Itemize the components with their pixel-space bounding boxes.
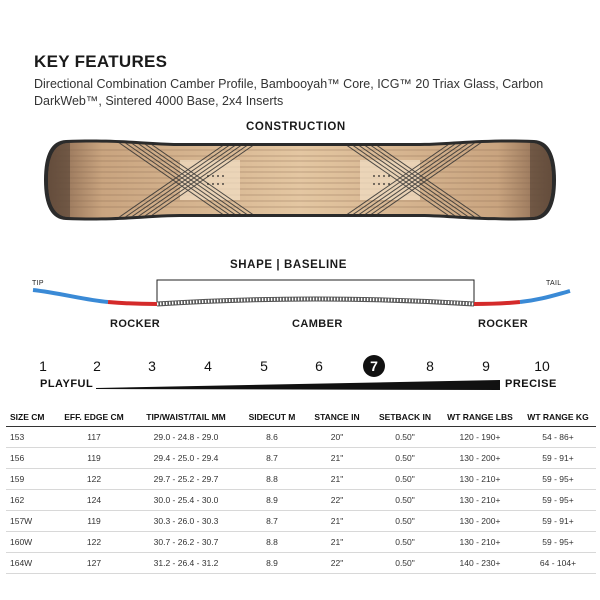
table-cell: 22" [304,490,370,511]
scale-number: 4 [204,358,212,374]
table-cell: 0.50" [370,490,440,511]
table-cell: 59 - 95+ [520,469,596,490]
tail-label: TAIL [546,280,562,287]
table-header-cell: SETBACK IN [370,408,440,427]
key-features-text: Directional Combination Camber Profile, Bambooyah™ Core, ICG™ 20 Triax Glass, Carbon DarkWeb™, Sintered 4000 Base, 2x4 Inserts [34,77,544,108]
table-cell: 54 - 86+ [520,427,596,448]
table-cell: 22" [304,553,370,574]
table-header-cell: TIP/WAIST/TAIL MM [132,408,240,427]
table-row [6,490,596,511]
table-row [6,532,596,553]
rocker-left-label: ROCKER [110,318,161,330]
table-header-cell: SIZE CM [6,408,56,427]
rocker-right-label: ROCKER [478,318,529,330]
key-features-title: KEY FEATURES [34,52,168,71]
shape-baseline-title: SHAPE | BASELINE [230,259,347,271]
scale-left-label: PLAYFUL [40,378,94,390]
table-cell: 160W [6,532,56,553]
table-row [6,427,596,448]
scale-number: 6 [315,358,323,374]
table-cell: 8.7 [240,511,304,532]
table-cell: 8.7 [240,448,304,469]
scale-wedge [96,380,500,390]
table-row [6,511,596,532]
table-cell: 20" [304,427,370,448]
table-cell: 157W [6,511,56,532]
table-cell: 130 - 200+ [440,511,520,532]
board-core [40,140,560,220]
scale-number-selected: 7 [370,358,378,374]
table-cell: 0.50" [370,553,440,574]
table-cell: 127 [56,553,132,574]
table-cell: 29.0 - 24.8 - 29.0 [132,427,240,448]
scale-number: 9 [482,358,490,374]
table-header-cell: WT RANGE KG [520,408,596,427]
table-cell: 8.8 [240,532,304,553]
table-cell: 117 [56,427,132,448]
table-header-row [6,408,596,427]
table-cell: 59 - 95+ [520,532,596,553]
scale-number: 5 [260,358,268,374]
scale-right-label: PRECISE [505,378,557,390]
scale-number: 8 [426,358,434,374]
table-cell: 0.50" [370,427,440,448]
table-cell: 130 - 200+ [440,448,520,469]
table-cell: 59 - 95+ [520,490,596,511]
table-cell: 0.50" [370,511,440,532]
table-cell: 120 - 190+ [440,427,520,448]
table-row [6,448,596,469]
scale-number: 1 [39,358,47,374]
scale-number: 2 [93,358,101,374]
table-header-cell: WT RANGE LBS [440,408,520,427]
table-cell: 140 - 230+ [440,553,520,574]
table-cell: 30.7 - 26.2 - 30.7 [132,532,240,553]
table-cell: 0.50" [370,532,440,553]
table-cell: 159 [6,469,56,490]
table-cell: 8.8 [240,469,304,490]
table-cell: 153 [6,427,56,448]
table-cell: 30.3 - 26.0 - 30.3 [132,511,240,532]
table-cell: 8.9 [240,490,304,511]
construction-title: CONSTRUCTION [246,121,346,133]
table-cell: 21" [304,448,370,469]
table-cell: 31.2 - 26.4 - 31.2 [132,553,240,574]
table-cell: 30.0 - 25.4 - 30.0 [132,490,240,511]
table-cell: 29.4 - 25.0 - 29.4 [132,448,240,469]
table-cell: 0.50" [370,469,440,490]
specs-table [6,408,596,574]
table-cell: 59 - 91+ [520,448,596,469]
table-cell: 130 - 210+ [440,469,520,490]
scale-number: 3 [148,358,156,374]
table-header-cell: SIDECUT M [240,408,304,427]
table-cell: 164W [6,553,56,574]
table-cell: 156 [6,448,56,469]
table-cell: 119 [56,448,132,469]
table-header-cell: STANCE IN [304,408,370,427]
baseline-profile [33,280,570,306]
scale-number: 10 [534,358,550,374]
table-cell: 21" [304,469,370,490]
table-cell: 162 [6,490,56,511]
table-row [6,553,596,574]
table-cell: 130 - 210+ [440,490,520,511]
table-cell: 130 - 210+ [440,532,520,553]
tip-label: TIP [32,280,44,287]
table-cell: 124 [56,490,132,511]
table-cell: 59 - 91+ [520,511,596,532]
table-cell: 21" [304,532,370,553]
table-cell: 8.9 [240,553,304,574]
table-cell: 119 [56,511,132,532]
table-cell: 122 [56,469,132,490]
table-row [6,469,596,490]
table-header-cell: EFF. EDGE CM [56,408,132,427]
table-cell: 8.6 [240,427,304,448]
table-cell: 29.7 - 25.2 - 29.7 [132,469,240,490]
table-cell: 21" [304,511,370,532]
table-cell: 0.50" [370,448,440,469]
table-cell: 64 - 104+ [520,553,596,574]
camber-label: CAMBER [292,318,343,330]
table-cell: 122 [56,532,132,553]
